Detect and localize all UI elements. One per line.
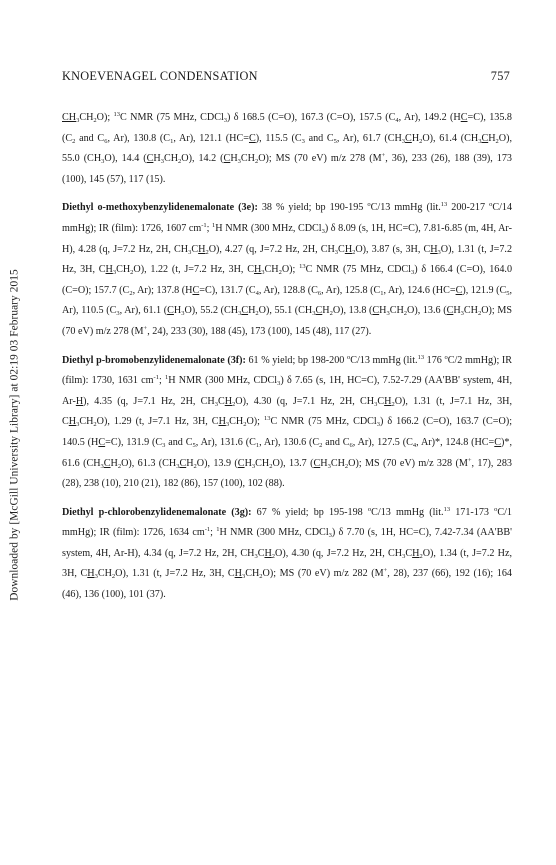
running-title: KNOEVENAGEL CONDENSATION (62, 69, 258, 83)
compound-data-paragraph (62, 198, 512, 342)
download-watermark (4, 175, 26, 695)
page-number: 757 (490, 69, 510, 83)
article-body (62, 108, 512, 614)
page-header (62, 69, 510, 84)
compound-characterization-text: 67 % yield; bp 195-198 $^o$C/13 mmHg (lit.$^{13}$ 171-173 $^o$C/1 mmHg); IR (film): 1726, 1634 $cm^{-1}$; $^1$H NMR (300 MHz, CDCl$_3$) δ 7.70 (s, 1H, HC=C), 7.42-7.34 (AA'BB' system, 4H, Ar-H), 4.34 (q, J=7.2 Hz, 2H, $CH_3CH_2O$), 4.30 (q, J=7.2 Hz, 2H, $CH_3CH_2O$), 1.34 (t, J=7.2 Hz, 3H, $CH_3CH_2O$), 1.31 (t, J=7.2 Hz, 3H, $CH_3CH_2O$); MS (70 eV) m/z 282 (M+, 28), 237 (66), 192 (16); 164 (46), 136 (100), 101 (37). (62, 505, 513, 601)
compound-heading: Diethyl o-methoxybenzylidenemalonate (3e): (62, 202, 258, 214)
compound-characterization-text: $CH_3CH_2O$); $^{13}$C NMR (75 MHz, CDCl$_3$) δ 168.5 (C=O), 167.3 (C=O), 157.5 ($C_4$, Ar), 149.2 (HC=C), 135.8 ($C_2$ and $C_6$, Ar), 130.8 ($C_1$, Ar), 121.1 (HC=C), 115.5 ($C_3$ and $C_5$, Ar), 61.7 $(CH_3CH_2O)$, 61.4 $(CH_3CH_2O)$, 55.0 $(CH_3O)$, 14.4 $(CH_3CH_2O)$, 14.2 $(CH_3CH_2O)$; MS (70 eV) m/z 278 (M+, 36), 233 (26), 188 (39), 173 (100), 145 (57), 117 (15). (62, 111, 512, 185)
compound-characterization-text: 38 % yield; bp 190-195 $^o$C/13 mmHg (lit.$^{13}$ 200-217 $^o$C/14 mmHg); IR (film): 1726, 1607 $cm^{-1}$; $^1$H NMR (300 MHz, CDCl$_3$) δ 8.09 (s, 1H, HC=C), 7.81-6.85 (m, 4H, Ar-H), 4.28 (q, J=7.2 Hz, 2H, $CH_3CH_2O$), 4.27 (q, J=7.2 Hz, 2H, $CH_3CH_2O$), 3.87 (s, 3H, $CH_3O$), 1.31 (t, J=7.2 Hz, 3H, $CH_3CH_2O$), 1.22 (t, J=7.2 Hz, 3H, $CH_3CH_2O$); $^{13}$C NMR (75 MHz, CDCl$_3$) δ 166.4 (C=O), 164.0 (C=O); 157.7 ($C_2$, Ar); 137.8 (HC=C), 131.7 ($C_4$, Ar), 128.8 ($C_6$, Ar), 125.8 ($C_1$, Ar), 124.6 (HC=C), 121.9 ($C_5$, Ar), 110.5 ($C_3$, Ar), 61.1 $(CH_3O)$, 55.2 $(CH_3CH_2O)$, 55.1 $(CH_3CH_2O)$, 13.8 $(CH_3CH_2O)$, 13.6 $(CH_3CH_2O)$; MS (70 eV) m/z 278 (M+, 24), 233 (30), 188 (45), 173 (100), 145 (48), 117 (27). (62, 201, 513, 337)
compound-heading: Diethyl p-chlorobenzylidenemalonate (3g): (62, 506, 252, 518)
compound-data-paragraph (62, 108, 512, 190)
compound-characterization-text: 61 % yield; bp 198-200 $^o$C/13 mmHg (lit.$^{13}$ 176 $^o$C/2 mmHg); IR (film): 1730, 1631 $cm^{-1}$; $^1$H NMR (300 MHz, CDCl$_3$) δ 7.65 (s, 1H, HC=C), 7.52-7.29 (AA'BB' system, 4H, Ar-H), 4.35 (q, J=7.1 Hz, 2H, $CH_3CH_2O$), 4.30 (q, J=7.1 Hz, 2H, $CH_3CH_2O$), 1.31 (t, J=7.1 Hz, 3H, $CH_3CH_2O$), 1.29 (t, J=7.1 Hz, 3H, $CH_3CH_2O$); $^{13}$C NMR (75 MHz, CDCl$_3$) δ 166.2 (C=O), 163.7 (C=O); 140.5 (HC=C), 131.9 ($C_3$ and $C_5$, Ar), 131.6 ($C_1$, Ar), 130.6 ($C_2$ and $C_6$, Ar), 127.5 ($C_4$, Ar)*, 124.8 (HC=C)*, 61.6 $(CH_3CH_2O)$, 61.3 $(CH_3CH_2O)$, 13.9 $(CH_3CH_2O)$, 13.7 $(CH_3CH_2O)$; MS (70 eV) m/z 328 (M+, 17), 283 (28), 238 (10), 210 (21), 182 (86), 157 (100), 102 (88). (62, 353, 513, 490)
download-notice-text: Downloaded by [McGill University Library] at 02:19 03 February 2015 (9, 269, 22, 601)
compound-heading: Diethyl p-bromobenzylidenemalonate (3f): (62, 354, 246, 366)
compound-data-paragraph (62, 351, 512, 495)
compound-data-paragraph (62, 503, 512, 606)
